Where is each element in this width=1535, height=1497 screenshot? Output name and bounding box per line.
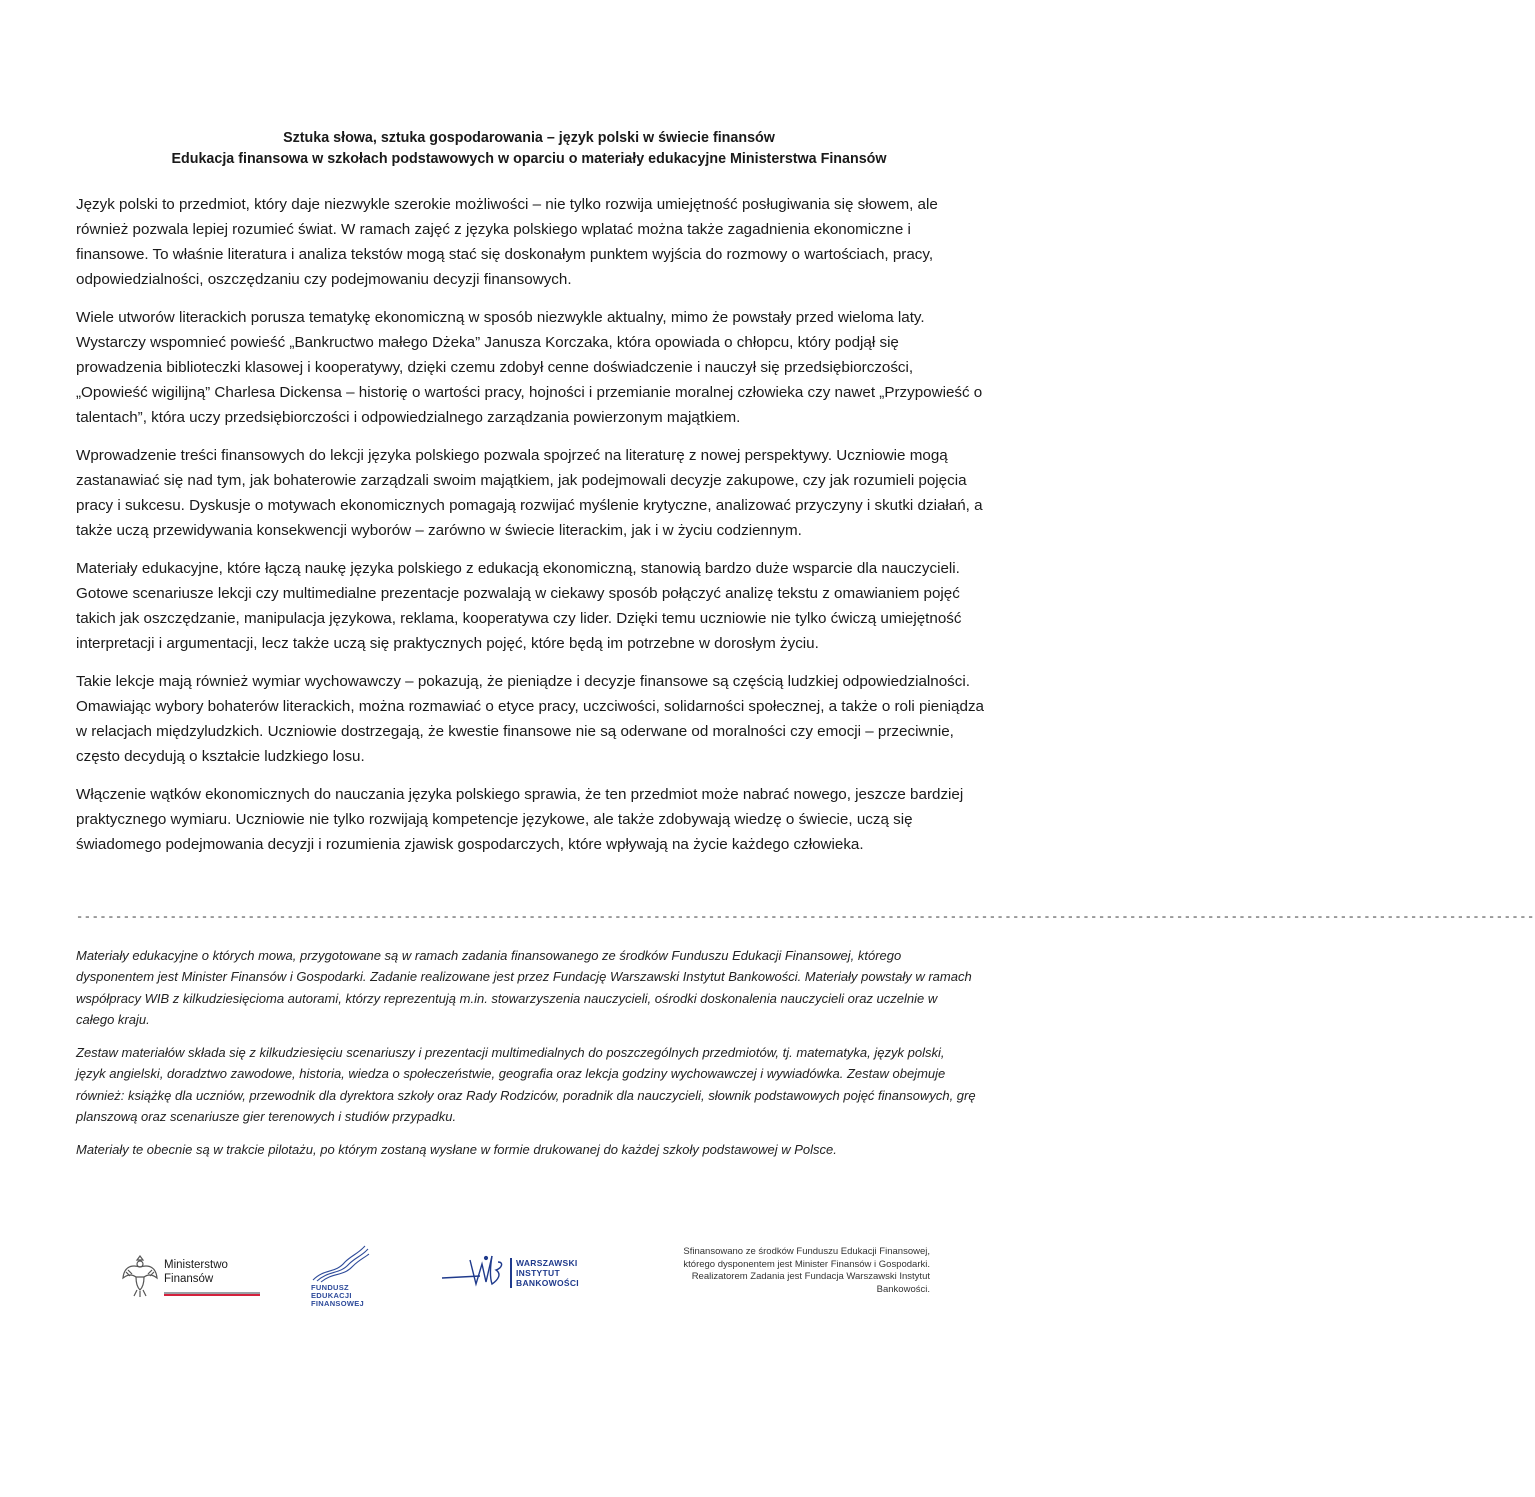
wib-name-line2: INSTYTUT [516,1268,560,1278]
eagle-emblem-icon [120,1250,160,1298]
document-body [76,192,984,870]
document-subtitle: Edukacja finansowa w szkołach podstawowych w oparciu o materiały edukacyjne Ministerstwa Finansów [171,151,887,167]
fef-name-line1: FUNDUSZ [311,1283,349,1292]
fef-name-line2: EDUKACJI [311,1291,352,1300]
footnote-paragraph: Zestaw materiałów składa się z kilkudziesięciu scenariuszy i prezentacji multimedialnych do poszczególnych przedmiotów, tj. matematyka, język polski, język angielski, doradztwo zawodowe, historia, wiedza o społeczeństwie, geografia oraz lekcja godziny wychowawczej i wywiadówka. Zestaw obejmuje również: książkę dla uczniów, przewodnik dla dyrektora szkoły oraz Rady Rodziców, poradnik dla nauczycieli, słownik podstawowych pojęć finansowych, grę planszową oraz scenariusze gier terenowych i studiów przypadku. [76,1045,976,1125]
ministry-name-line2: Finansów [164,1273,214,1285]
footnote-paragraph: Materiały te obecnie są w trakcie pilotażu, po którym zostaną wysłane w formie drukowanej do każdej szkoły podstawowej w Polsce. [76,1142,837,1158]
document-title: Sztuka słowa, sztuka gospodarowania – język polski w świecie finansów [283,130,775,146]
ministry-name-line1: Ministerstwo [164,1259,228,1271]
ministry-name [164,1258,228,1286]
dashed-divider: ------------------------------------------------------------------------------------------------------------------------------------------------------------------------------------------- [76,910,1535,924]
body-paragraph: Materiały edukacyjne, które łączą naukę języka polskiego z edukacją ekonomiczną, stanowią bardzo duże wsparcie dla nauczycieli. Gotowe scenariusze lekcji czy multimedialne prezentacje pozwalają w ciekawy sposób połączyć analizę tekstu z omawianiem pojęć takich jak oszczędzanie, manipulacja językowa, reklama, kooperatywa czy lider. Dzięki temu uczniowie nie tylko ćwiczą umiejętność interpretacji i argumentacji, lecz także uczą się praktycznych pojęć, które będą im potrzebne w dorosłym życiu. [76,560,962,652]
wib-name-line3: BANKOWOŚCI [516,1278,579,1288]
fef-name [311,1284,364,1308]
wib-name-line1: WARSZAWSKI [516,1258,578,1268]
logo-strip [100,1232,980,1322]
footnotes [76,945,976,1173]
flag-wave-icon [305,1244,375,1284]
ministry-flag-bar [164,1292,260,1296]
body-paragraph: Język polski to przedmiot, który daje niezwykle szerokie możliwości – nie tylko rozwija umiejętność posługiwania się słowem, ale również pozwala lepiej rozumieć świat. W ramach zajęć z języka polskiego wplatać można także zagadnienia ekonomiczne i finansowe. To właśnie literatura i analiza tekstów mogą stać się doskonałym punktem wyjścia do rozmowy o wartościach, pracy, odpowiedzialności, oszczędzaniu czy podejmowaniu decyzji finansowych. [76,196,938,288]
body-paragraph: Takie lekcje mają również wymiar wychowawczy – pokazują, że pieniądze i decyzje finansowe są częścią ludzkiej odpowiedzialności. Omawiając wybory bohaterów literackich, można rozmawiać o etyce pracy, uczciwości, solidarności społecznej, a także o roli pieniądza w relacjach międzyludzkich. Uczniowie dostrzegają, że kwestie finansowe nie są oderwane od moralności czy emocji – przeciwnie, często decydują o kształcie ludzkiego losu. [76,673,984,765]
body-paragraph: Wiele utworów literackich porusza tematykę ekonomiczną w sposób niezwykle aktualny, mimo że powstały przed wieloma laty. Wystarczy wspomnieć powieść „Bankructwo małego Dżeka” Janusza Korczaka, która opowiada o chłopcu, który podjął się prowadzenia biblioteczki klasowej i kooperatywy, dzięki czemu zdobył cenne doświadczenie i nauczył się przedsiębiorczości, „Opowieść wigilijną” Charlesa Dickensa – historię o wartości pracy, hojności i przemianie moralnej człowieka czy nawet „Przypowieść o talentach”, która uczy przedsiębiorczości i odpowiedzialnego zarządzania powierzonym majątkiem. [76,309,983,426]
document-header [60,128,998,170]
wib-signature-icon [440,1250,508,1294]
body-paragraph: Włączenie wątków ekonomicznych do nauczania języka polskiego sprawia, że ten przedmiot może nabrać nowego, jeszcze bardziej praktycznego wymiaru. Uczniowie nie tylko rozwijają kompetencje językowe, ale także zdobywają wiedzę o świecie, uczą się świadomego podejmowania decyzji i rozumienia zjawisk gospodarczych, które wpływają na życie każdego człowieka. [76,786,964,853]
funding-statement: Sfinansowano ze środków Funduszu Edukacji Finansowej, którego dysponentem jest Minister Finansów i Gospodarki. Realizatorem Zadania jest Fundacja Warszawski Instytut Bankowości. [683,1246,930,1295]
fef-name-line3: FINANSOWEJ [311,1299,365,1308]
wib-name [510,1258,579,1288]
body-paragraph: Wprowadzenie treści finansowych do lekcji języka polskiego pozwala spojrzeć na literaturę z nowej perspektywy. Uczniowie mogą zastanawiać się nad tym, jak bohaterowie zarządzali swoim majątkiem, jak podejmowali decyzje zakupowe, czy jak rozumieli pojęcia pracy i sukcesu. Dyskusje o motywach ekonomicznych pomagają rozwijać myślenie krytyczne, analizować przyczyny i skutki działań, a także uczą przewidywania konsekwencji wyborów – zarówno w świecie literackim, jak i w życiu codziennym. [76,447,983,539]
wib-logo [440,1250,590,1300]
ministry-of-finance-logo [120,1250,250,1310]
footnote-paragraph: Materiały edukacyjne o których mowa, przygotowane są w ramach zadania finansowanego ze środków Funduszu Edukacji Finansowej, którego dysponentem jest Minister Finansów i Gospodarki. Zadanie realizowane jest przez Fundację Warszawski Instytut Bankowości. Materiały powstały w ramach współpracy WIB z kilkudziesięcioma autorami, którzy reprezentują m.in. stowarzyszenia nauczycieli, ośrodki doskonalenia nauczycieli oraz uczelnie w całego kraju. [76,948,972,1027]
fef-logo [305,1244,395,1314]
